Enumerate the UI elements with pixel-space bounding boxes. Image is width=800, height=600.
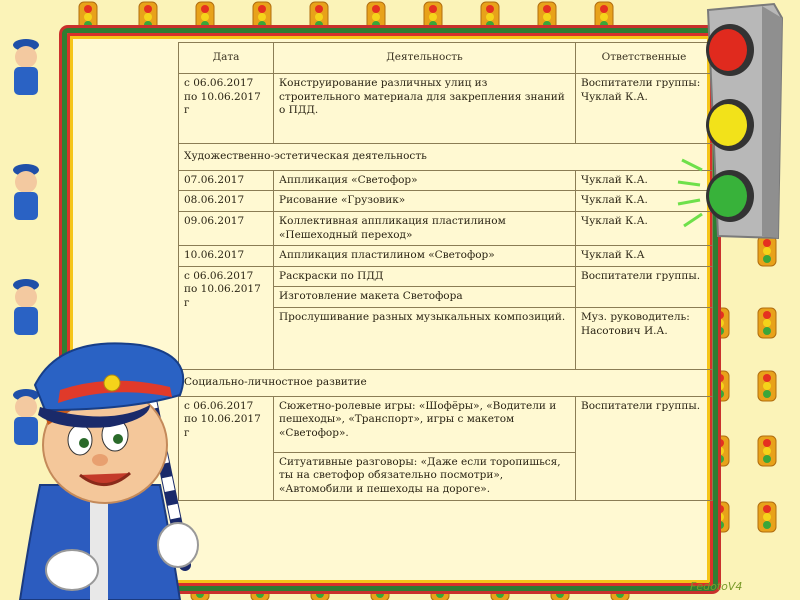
traffic-officer-icon xyxy=(0,335,215,600)
row-activity-2: Изготовление макета Светофора xyxy=(274,287,576,308)
table-row xyxy=(179,266,713,287)
row-date: 09.06.2017 xyxy=(179,211,274,245)
row-activity: Раскраски по ПДД xyxy=(274,266,576,287)
section-row xyxy=(179,144,713,171)
table-header-row xyxy=(179,43,713,74)
table-row xyxy=(179,211,713,245)
row-date: с 06.06.2017 по 10.06.2017 г xyxy=(179,396,274,500)
row-activity: Коллективная аппликация пластилином «Пешеходный переход» xyxy=(274,211,576,245)
row-responsible: Воспитатели группы. xyxy=(576,266,713,307)
row-date: 08.06.2017 xyxy=(179,191,274,212)
section-row xyxy=(179,370,713,397)
schedule-document xyxy=(178,42,701,552)
table-row xyxy=(179,396,713,452)
row-responsible: Чуклай К.А. xyxy=(576,211,713,245)
table-row xyxy=(179,191,713,212)
table-row xyxy=(179,170,713,191)
row-responsible: Чуклай К.А xyxy=(576,246,713,267)
traffic-light-icon xyxy=(678,0,800,250)
row-responsible: Воспитатели группы. xyxy=(576,396,713,500)
row-activity: Рисование «Грузовик» xyxy=(274,191,576,212)
row-date: 10.06.2017 xyxy=(179,246,274,267)
row-responsible: Чуклай К.А. xyxy=(576,191,713,212)
header-activity: Деятельность xyxy=(274,43,576,74)
watermark: FedotoV4 xyxy=(690,580,743,593)
row-date: с 06.06.2017 по 10.06.2017 г xyxy=(179,74,274,144)
table-row xyxy=(179,246,713,267)
header-date: Дата xyxy=(179,43,274,74)
row-responsible: Муз. руководитель: Насотович И.А. xyxy=(576,308,713,370)
row-activity: Аппликация пластилином «Светофор» xyxy=(274,246,576,267)
header-responsible: Ответственные xyxy=(576,43,713,74)
row-activity: Сюжетно-ролевые игры: «Шофёры», «Водители и пешеходы», «Транспорт», игры с макетом «Светофор». xyxy=(274,396,576,452)
row-activity: Конструирование различных улиц из строительного материала для закрепления знаний о ПДД. xyxy=(274,74,576,144)
row-date: 07.06.2017 xyxy=(179,170,274,191)
table-row xyxy=(179,74,713,144)
row-activity: Прослушивание разных музыкальных композиций. xyxy=(274,308,576,370)
section-title: Художественно-эстетическая деятельность xyxy=(179,144,713,171)
row-responsible: Воспитатели группы: Чуклай К.А. xyxy=(576,74,713,144)
schedule-table xyxy=(178,42,713,501)
section-title: Социально-личностное развитие xyxy=(179,370,713,397)
row-responsible: Чуклай К.А. xyxy=(576,170,713,191)
row-date: с 06.06.2017 по 10.06.2017 г xyxy=(179,266,274,369)
row-activity: Ситуативные разговоры: «Даже если торопишься, ты на светофор обязательно посмотри», «Автомобили и пешеходы на дороге». xyxy=(274,452,576,500)
row-activity: Аппликация «Светофор» xyxy=(274,170,576,191)
